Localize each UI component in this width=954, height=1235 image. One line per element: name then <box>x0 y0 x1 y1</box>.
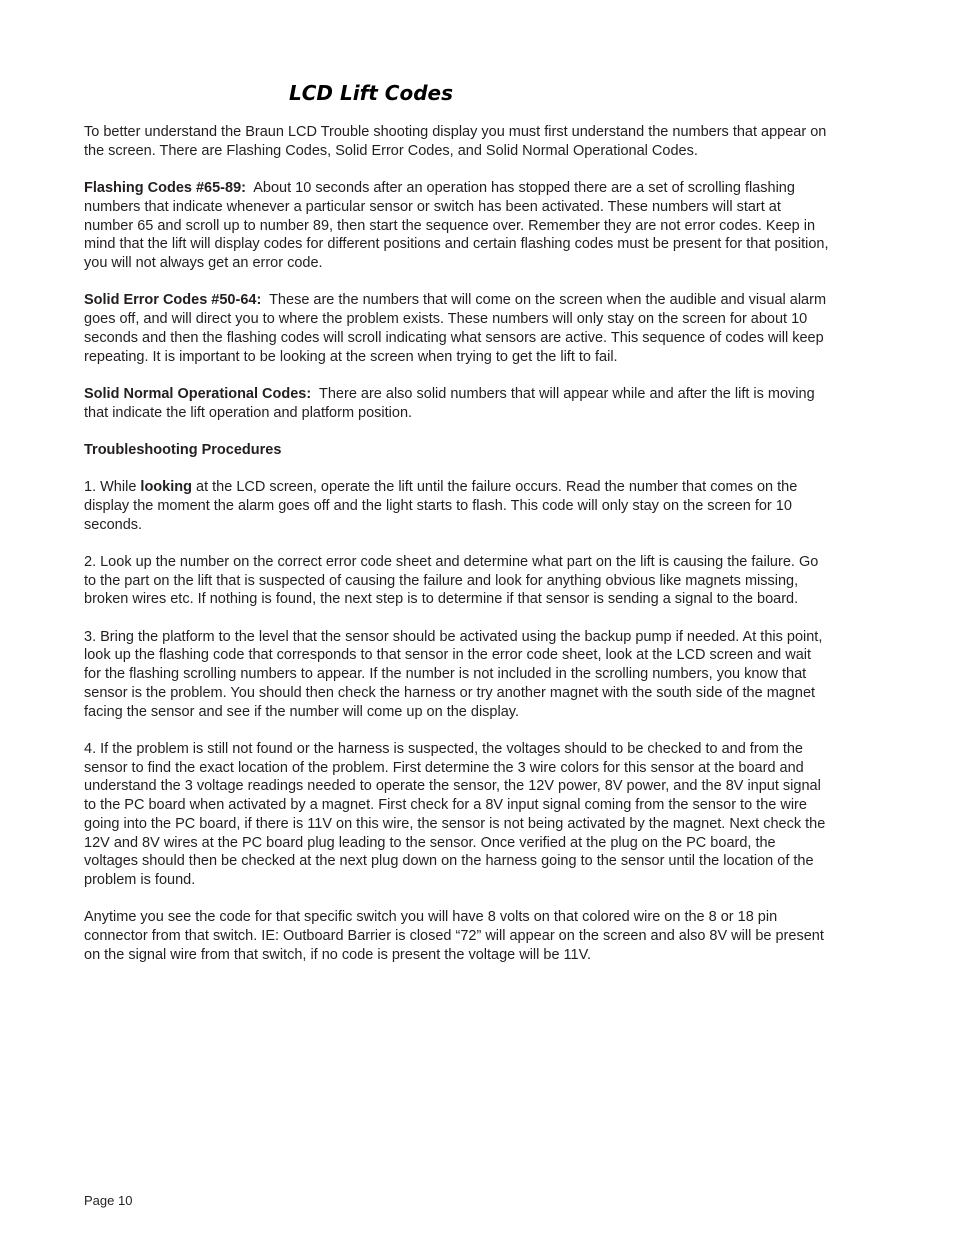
flashing-codes-label: Flashing Codes #65-89: <box>84 180 246 196</box>
step-3-paragraph: 3. Bring the platform to the level that the sensor should be activated using the backup pump if needed. At this point, look up the flashing code that corresponds to that sensor in the error code sheet, look at the LCD screen and wait for the flashing scrolling numbers to appear. If the number is not included in the scrolling numbers, you know that sensor is the problem. You should then check the harness or try another magnet with the south side of the magnet facing the sensor and see if the number will come up on the display. <box>84 628 823 720</box>
closing-paragraph: Anytime you see the code for that specific switch you will have 8 volts on that colored wire on the 8 or 18 pin connector from that switch. IE: Outboard Barrier is closed “72” will appear on the screen and also 8V will be present on the signal wire from that switch, if no code is present the voltage will be 11V. <box>84 909 824 963</box>
procedures-heading: Troubleshooting Procedures <box>84 441 282 458</box>
page-number: Page 10 <box>84 1193 133 1208</box>
step-1-text: at the LCD screen, operate the lift until the failure occurs. Read the number that comes on the display the moment the alarm goes off and the light starts to flash. This code will only stay on the screen for 10 seconds. <box>84 479 798 533</box>
flashing-codes-paragraph <box>84 179 829 273</box>
document-body <box>84 123 829 983</box>
solid-normal-codes-text: There are also solid numbers that will appear while and after the lift is moving that indicate the lift operation and platform position. <box>84 385 815 421</box>
flashing-codes-text: About 10 seconds after an operation has stopped there are a set of scrolling flashing numbers that indicate whenever a particular sensor or switch has been activated. These numbers will start at number 65 and scroll up to number 89, then start the sequence over. Remember they are not error codes. Keep in mind that the lift will display codes for different positions and certain flashing codes must be present for that position, you will not always get an error code. <box>84 180 829 271</box>
intro-paragraph: To better understand the Braun LCD Trouble shooting display you must first understand the numbers that appear on the screen. There are Flashing Codes, Solid Error Codes, and Solid Normal Operational Codes. <box>84 124 827 159</box>
solid-error-codes-label: Solid Error Codes #50-64: <box>84 292 262 309</box>
solid-error-codes-text: These are the numbers that will come on the screen when the audible and visual alarm goes off, and will direct you to where the problem exists. These numbers will only stay on the screen for about 10 seconds and then the flashing codes will scroll indicating what sensors are active. This sequence of codes will keep repeating. It is important to be looking at the screen when trying to get the lift to fail. <box>84 292 827 365</box>
step-1-emphasis: looking <box>140 479 192 495</box>
solid-normal-codes-label: Solid Normal Operational Codes: <box>84 385 312 402</box>
step-4-paragraph: 4. If the problem is still not found or the harness is suspected, the voltages should to be checked to and from the sensor to find the exact location of the problem. First determine the 3 wire colors for this sensor at the board and understand the 3 voltage readings needed to operate the sensor, the 12V power, 8V power, and the 8V input signal to the PC board when activated by a magnet. First check for a 8V input signal coming from the sensor to the wire going into the PC board, if there is 11V on this wire, the sensor is not being activated by the magnet. Next check the 12V and 8V wires at the PC board plug leading to the sensor. Once verified at the plug on the PC board, the voltages should then be checked at the next plug down on the harness going to the sensor until the location of the problem is found. <box>84 740 826 888</box>
solid-normal-codes-paragraph <box>84 385 829 423</box>
solid-error-codes-paragraph <box>84 291 829 366</box>
page-title: LCD Lift Codes <box>288 81 453 105</box>
step-1-prefix: 1. While <box>84 479 141 495</box>
step-1-paragraph <box>84 478 829 534</box>
step-2-paragraph: 2. Look up the number on the correct error code sheet and determine what part on the lift is causing the failure. Go to the part on the lift that is suspected of causing the failure and look for anything obvious like magnets missing, broken wires etc. If nothing is found, the next step is to determine if that sensor is sending a signal to the board. <box>84 553 819 608</box>
